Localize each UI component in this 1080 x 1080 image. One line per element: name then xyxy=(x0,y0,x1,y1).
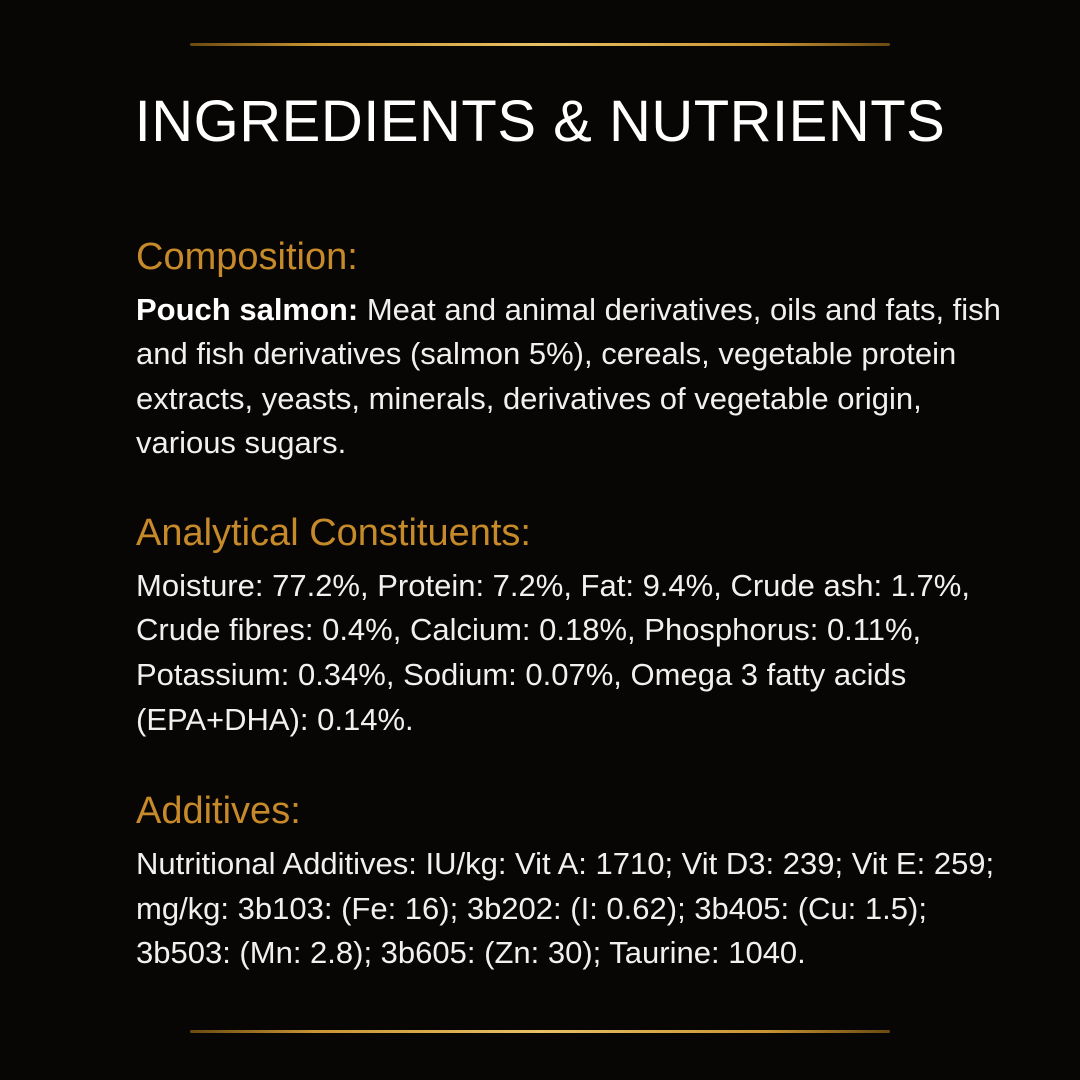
section-heading-analytical: Analytical Constituents: xyxy=(136,512,531,555)
composition-lead-label: Pouch salmon: xyxy=(136,291,359,327)
section-body-additives: Nutritional Additives: IU/kg: Vit A: 1710; Vit D3: 239; Vit E: 259; mg/kg: 3b103: (Fe: 16); 3b202: (I: 0.62); 3b405: (Cu: 1.5); 3b503: (Mn: 2.8); 3b605: (Zn: 30); Taurine: 1040. xyxy=(136,845,995,971)
section-additives xyxy=(136,790,1010,976)
section-composition xyxy=(136,236,1010,466)
top-divider xyxy=(190,43,890,46)
content-area xyxy=(70,236,1010,976)
section-body-analytical: Moisture: 77.2%, Protein: 7.2%, Fat: 9.4%, Crude ash: 1.7%, Crude fibres: 0.4%, Calcium: 0.18%, Phosphorus: 0.11%, Potassium: 0.34%, Sodium: 0.07%, Omega 3 fatty acids (EPA+DHA): 0.14%. xyxy=(136,567,970,737)
composition-text: Meat and animal derivatives, oils and fats, fish and fish derivatives (salmon 5%), cereals, vegetable protein extracts, yeasts, minerals, derivatives of vegetable origin, various sugars. xyxy=(136,291,1001,461)
section-heading-composition: Composition: xyxy=(136,235,358,278)
bottom-divider xyxy=(190,1030,890,1033)
section-analytical-constituents xyxy=(136,512,1010,742)
section-heading-additives: Additives: xyxy=(136,790,301,833)
section-body-composition xyxy=(136,288,1010,467)
page-title: INGREDIENTS & NUTRIENTS xyxy=(134,89,946,154)
